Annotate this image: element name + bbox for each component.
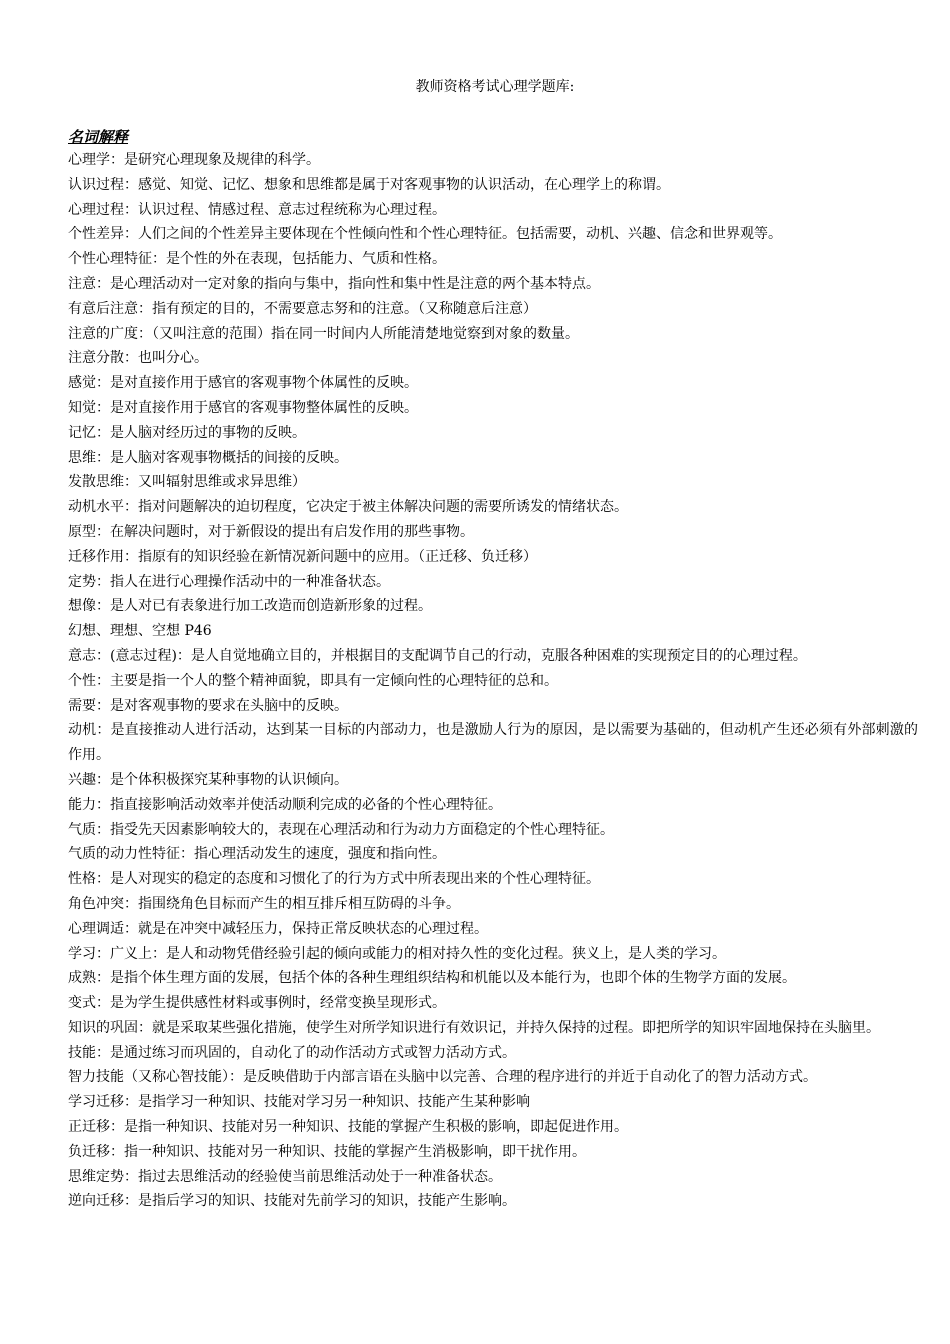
definition-entry: 感觉：是对直接作用于感官的客观事物个体属性的反映。: [68, 375, 418, 392]
document-title: 教师资格考试心理学题库:: [415, 79, 575, 95]
definition-entry: 幻想、理想、空想 P46: [68, 623, 212, 640]
definition-entry: 个性心理特征：是个性的外在表现，包括能力、气质和性格。: [68, 251, 446, 268]
definition-entry: 兴趣：是个体积极探究某种事物的认识倾向。: [68, 771, 348, 788]
definition-entry: 迁移作用：指原有的知识经验在新情况新问题中的应用。（正迁移、负迁移）: [68, 548, 537, 565]
definition-entry: 技能：是通过练习而巩固的，自动化了的动作活动方式或智力活动方式。: [68, 1044, 516, 1061]
definition-entry: 原型：在解决问题时，对于新假设的提出有启发作用的那些事物。: [68, 523, 474, 540]
section-heading: 名词解释: [68, 128, 129, 146]
definition-entry: 气质的动力性特征：指心理活动发生的速度，强度和指向性。: [68, 846, 446, 863]
definition-entry: 需要：是对客观事物的要求在头脑中的反映。: [68, 697, 348, 714]
definition-entry: 思维定势：指过去思维活动的经验使当前思维活动处于一种准备状态。: [68, 1168, 502, 1185]
definition-entry: 心理过程：认识过程、情感过程、意志过程统称为心理过程。: [68, 201, 446, 218]
definition-entry: 个性差异：人们之间的个性差异主要体现在个性倾向性和个性心理特征。包括需要，动机、兴趣、信念和世界观等。: [68, 226, 782, 243]
definition-entry: 记忆：是人脑对经历过的事物的反映。: [68, 424, 306, 441]
definition-entry: 心理调适：就是在冲突中减轻压力，保持正常反映状态的心理过程。: [68, 920, 488, 937]
definition-entry: 有意后注意：指有预定的目的，不需要意志努和的注意。（又称随意后注意）: [68, 300, 537, 317]
definition-entry: 逆向迁移：是指后学习的知识、技能对先前学习的知识，技能产生影响。: [68, 1193, 516, 1210]
definition-entry: 知识的巩固：就是采取某些强化措施，使学生对所学知识进行有效识记，并持久保持的过程。即把所学的知识牢固地保持在头脑里。: [68, 1019, 880, 1036]
definition-entry: 注意：是心理活动对一定对象的指向与集中，指向性和集中性是注意的两个基本特点。: [68, 275, 600, 292]
definition-entry: 注意的广度：（又叫注意的范围）指在同一时间内人所能清楚地觉察到对象的数量。: [68, 325, 579, 342]
definition-entry: 学习：广义上：是人和动物凭借经验引起的倾向或能力的相对持久性的变化过程。狭义上，是人类的学习。: [68, 945, 726, 962]
definition-entry: 性格：是人对现实的稳定的态度和习惯化了的行为方式中所表现出来的个性心理特征。: [68, 871, 600, 888]
definition-entry: 正迁移：是指一种知识、技能对另一种知识、技能的掌握产生积极的影响，即起促进作用。: [68, 1119, 628, 1136]
definition-entry: 思维：是人脑对客观事物概括的间接的反映。: [68, 449, 348, 466]
definition-entry: 个性：主要是指一个人的整个精神面貌，即具有一定倾向性的心理特征的总和。: [68, 672, 558, 689]
definition-entry: 智力技能（又称心智技能）：是反映借助于内部言语在头脑中以完善、合理的程序进行的并近于自动化了的智力活动方式。: [68, 1069, 817, 1086]
definition-entry: 注意分散：也叫分心。: [68, 350, 208, 367]
definition-entry: 动机水平：指对问题解决的迫切程度，它决定于被主体解决问题的需要所诱发的情绪状态。: [68, 499, 628, 516]
definition-entry: 动机：是直接推动人进行活动，达到某一目标的内部动力，也是激励人行为的原因，是以需要为基础的，但动机产生还必须有外部刺激的作用。: [68, 722, 918, 764]
definition-entry: 知觉：是对直接作用于感官的客观事物整体属性的反映。: [68, 399, 418, 416]
definition-entry: 负迁移：指一种知识、技能对另一种知识、技能的掌握产生消极影响，即干扰作用。: [68, 1143, 586, 1160]
definition-entry: 气质：指受先天因素影响较大的，表现在心理活动和行为动力方面稳定的个性心理特征。: [68, 821, 614, 838]
definition-entry: 想像：是人对已有表象进行加工改造而创造新形象的过程。: [68, 598, 432, 615]
definition-entry: 变式：是为学生提供感性材料或事例时，经常变换呈现形式。: [68, 995, 446, 1012]
definition-list: [68, 148, 918, 1214]
definition-entry: 发散思维：又叫辐射思维或求异思维）: [68, 474, 306, 491]
definition-entry: 能力：指直接影响活动效率并使活动顺利完成的必备的个性心理特征。: [68, 796, 502, 813]
definition-entry: 意志：(意志过程)：是人自觉地确立目的，并根据目的支配调节自己的行动，克服各种困难的实现预定目的的心理过程。: [68, 647, 807, 664]
definition-entry: 认识过程：感觉、知觉、记忆、想象和思维都是属于对客观事物的认识活动，在心理学上的称谓。: [68, 176, 670, 193]
definition-entry: 成熟：是指个体生理方面的发展，包括个体的各种生理组织结构和机能以及本能行为，也即个体的生物学方面的发展。: [68, 970, 796, 987]
definition-entry: 定势：指人在进行心理操作活动中的一种准备状态。: [68, 573, 390, 590]
definition-entry: 学习迁移：是指学习一种知识、技能对学习另一种知识、技能产生某种影响: [68, 1094, 530, 1111]
definition-entry: 心理学：是研究心理现象及规律的科学。: [68, 152, 320, 168]
definition-entry: 角色冲突：指围绕角色目标而产生的相互排斥相互防碍的斗争。: [68, 895, 460, 912]
